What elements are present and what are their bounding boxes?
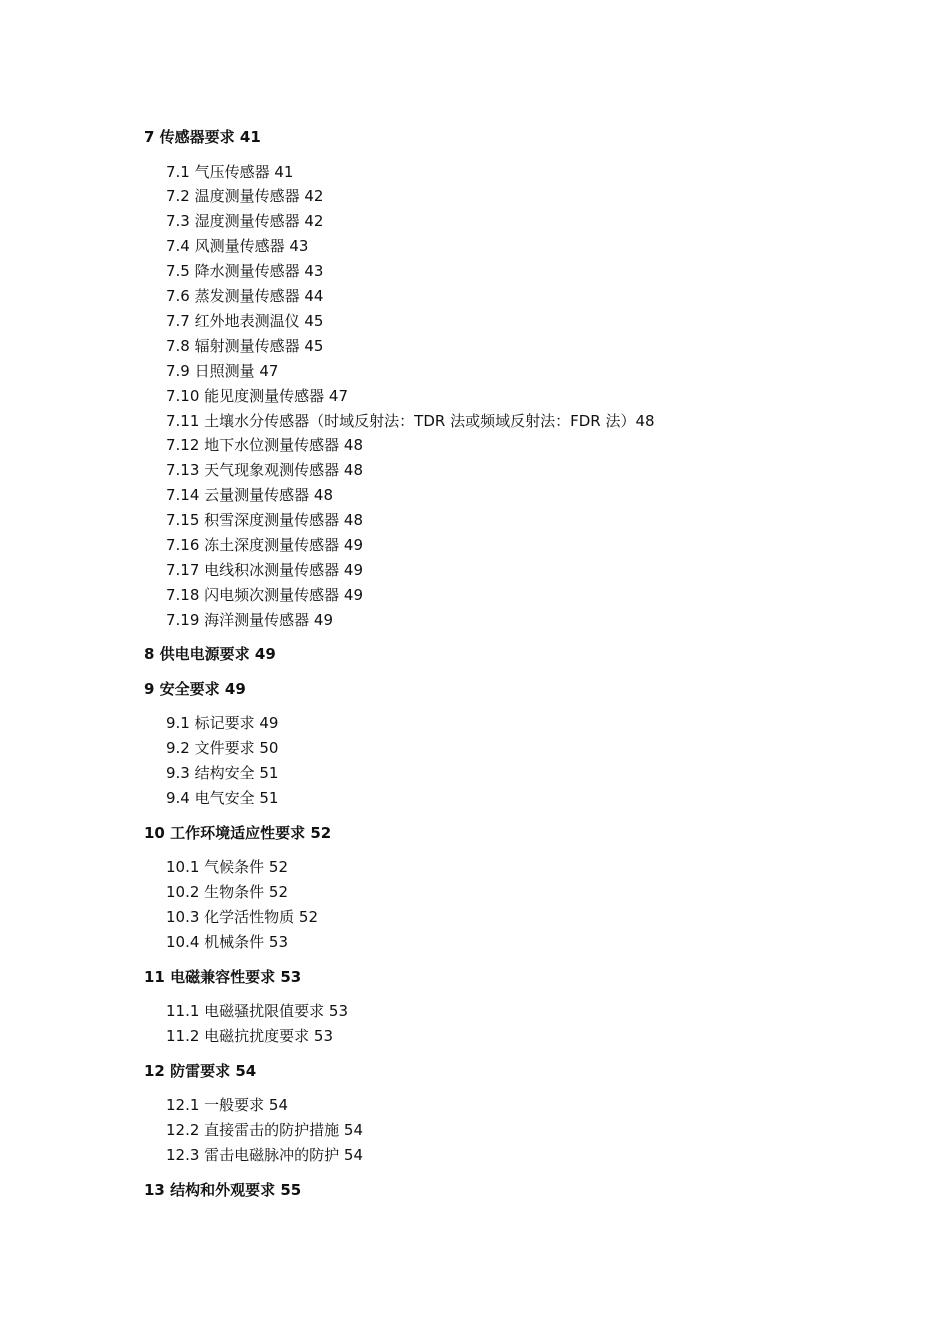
toc-section-entry[interactable]: 9.3 结构安全 51 bbox=[166, 764, 279, 783]
toc-chapter-entry[interactable]: 9 安全要求 49 bbox=[144, 679, 246, 698]
toc-section-entry[interactable]: 9.4 电气安全 51 bbox=[166, 789, 279, 808]
toc-section-entry[interactable]: 7.7 红外地表测温仪 45 bbox=[166, 311, 324, 330]
toc-section-entry[interactable]: 7.15 积雪深度测量传感器 48 bbox=[166, 511, 364, 530]
toc-section-entry[interactable]: 7.1 气压传感器 41 bbox=[166, 162, 294, 181]
toc-section-entry[interactable]: 7.6 蒸发测量传感器 44 bbox=[166, 287, 324, 306]
toc-section-entry[interactable]: 12.3 雷击电磁脉冲的防护 54 bbox=[166, 1145, 364, 1164]
toc-chapter-entry[interactable]: 8 供电电源要求 49 bbox=[144, 645, 276, 664]
table-of-contents bbox=[144, 127, 904, 1214]
toc-section-entry[interactable]: 7.18 闪电频次测量传感器 49 bbox=[166, 585, 364, 604]
toc-chapter-entry[interactable]: 7 传感器要求 41 bbox=[144, 128, 261, 146]
toc-section-entry[interactable]: 10.3 化学活性物质 52 bbox=[166, 908, 319, 927]
toc-section-entry[interactable]: 7.8 辐射测量传感器 45 bbox=[166, 336, 324, 355]
toc-section-entry[interactable]: 11.1 电磁骚扰限值要求 53 bbox=[166, 1002, 349, 1021]
toc-section-entry[interactable]: 7.4 风测量传感器 43 bbox=[166, 237, 309, 256]
toc-section-entry[interactable]: 7.19 海洋测量传感器 49 bbox=[166, 610, 334, 629]
toc-section-entry[interactable]: 7.17 电线积冰测量传感器 49 bbox=[166, 560, 364, 579]
toc-section-entry[interactable]: 7.5 降水测量传感器 43 bbox=[166, 262, 324, 281]
toc-section-entry[interactable]: 12.1 一般要求 54 bbox=[166, 1096, 289, 1115]
toc-section-entry[interactable]: 9.2 文件要求 50 bbox=[166, 739, 279, 758]
toc-section-entry[interactable]: 10.4 机械条件 53 bbox=[166, 932, 289, 951]
toc-section-entry[interactable]: 7.11 土壤水分传感器（时域反射法：TDR 法或频域反射法：FDR 法）48 bbox=[166, 411, 655, 430]
toc-chapter-entry[interactable]: 12 防雷要求 54 bbox=[144, 1061, 257, 1080]
toc-section-entry[interactable]: 7.13 天气现象观测传感器 48 bbox=[166, 461, 364, 480]
toc-section-entry[interactable]: 12.2 直接雷击的防护措施 54 bbox=[166, 1121, 364, 1140]
toc-chapter-entry[interactable]: 13 结构和外观要求 55 bbox=[144, 1180, 302, 1199]
toc-section-entry[interactable]: 7.12 地下水位测量传感器 48 bbox=[166, 436, 364, 455]
toc-section-entry[interactable]: 7.3 湿度测量传感器 42 bbox=[166, 212, 324, 231]
toc-section-entry[interactable]: 10.2 生物条件 52 bbox=[166, 883, 289, 902]
toc-section-entry[interactable]: 7.16 冻土深度测量传感器 49 bbox=[166, 535, 364, 554]
toc-section-entry[interactable]: 11.2 电磁抗扰度要求 53 bbox=[166, 1027, 334, 1046]
toc-section-entry[interactable]: 7.14 云量测量传感器 48 bbox=[166, 486, 334, 505]
toc-chapter-entry[interactable]: 10 工作环境适应性要求 52 bbox=[144, 823, 332, 842]
toc-section-entry[interactable]: 7.9 日照测量 47 bbox=[166, 361, 279, 380]
toc-section-entry[interactable]: 7.2 温度测量传感器 42 bbox=[166, 187, 324, 206]
toc-chapter-entry[interactable]: 11 电磁兼容性要求 53 bbox=[144, 967, 302, 986]
toc-section-entry[interactable]: 7.10 能见度测量传感器 47 bbox=[166, 386, 349, 405]
toc-section-entry[interactable]: 10.1 气候条件 52 bbox=[166, 858, 289, 877]
toc-section-entry[interactable]: 9.1 标记要求 49 bbox=[166, 714, 279, 733]
